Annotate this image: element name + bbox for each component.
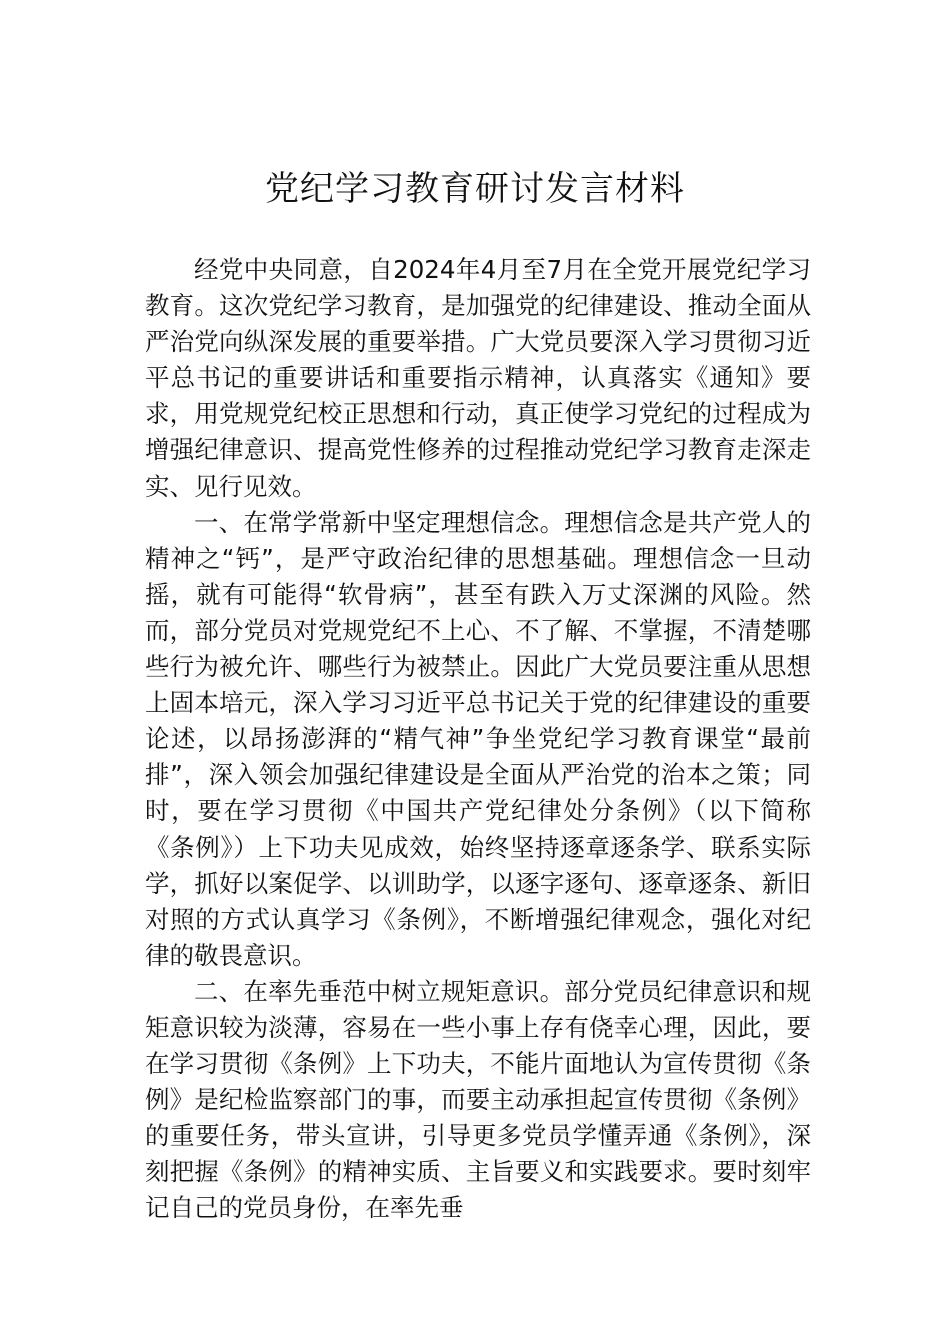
paragraph-section-2: 二、在率先垂范中树立规矩意识。部分党员纪律意识和规矩意识较为淡薄，容易在一些小事上存有侥幸心理，因此，要在学习贯彻《条例》上下功夫，不能片面地认为宣传贯彻《条例》是纪检监察部门的事，而要主动承担起宣传贯彻《条例》的重要任务，带头宣讲，引导更多党员学懂弄通《条例》，深刻把握《条例》的精神实质、主旨要义和实践要求。要时刻牢记自己的党员身份，在率先垂 bbox=[145, 976, 811, 1223]
paragraph-intro: 经党中央同意，自2024年4月至7月在全党开展党纪学习教育。这次党纪学习教育，是加强党的纪律建设、推动全面从严治党向纵深发展的重要举措。广大党员要深入学习贯彻习近平总书记的重要讲话和重要指示精神，认真落实《通知》要求，用党规党纪校正思想和行动，真正使学习党纪的过程成为增强纪律意识、提高党性修养的过程推动党纪学习教育走深走实、见行见效。 bbox=[145, 255, 811, 501]
document-body bbox=[145, 252, 811, 1227]
document-title: 党纪学习教育研讨发言材料 bbox=[265, 169, 685, 209]
paragraph-section-1: 一、在常学常新中坚定理想信念。理想信念是共产党人的精神之“钙”，是严守政治纪律的思想基础。理想信念一旦动摇，就有可能得“软骨病”，甚至有跌入万丈深渊的风险。然而，部分党员对党规党纪不上心、不了解、不掌握，不清楚哪些行为被允许、哪些行为被禁止。因此广大党员要注重从思想上固本培元，深入学习习近平总书记关于党的纪律建设的重要论述，以昂扬澎湃的“精气神”争坐党纪学习教育课堂“最前排”，深入领会加强纪律建设是全面从严治党的治本之策；同时，要在学习贯彻《中国共产党纪律处分条例》（以下简称《条例》）上下功夫见成效，始终坚持逐章逐条学、联系实际学，抓好以案促学、以训助学，以逐字逐句、逐章逐条、新旧对照的方式认真学习《条例》，不断增强纪律观念，强化对纪律的敬畏意识。 bbox=[145, 507, 811, 970]
